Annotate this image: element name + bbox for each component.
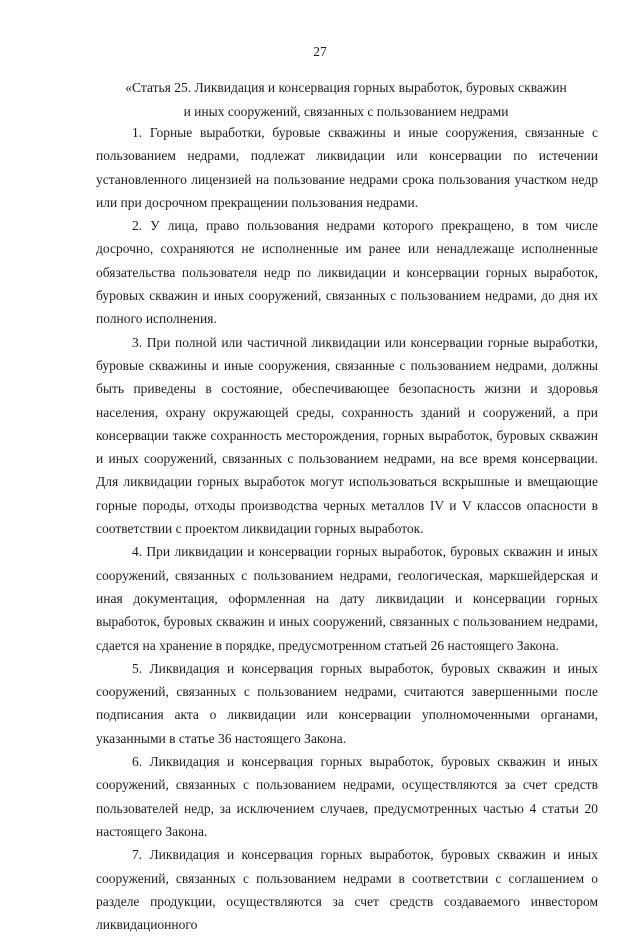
article-body [96, 121, 598, 936]
article-heading [96, 76, 596, 123]
paragraph-3: 3. При полной или частичной ликвидации или консервации горные выработки, буровые скважины и иные сооружения, связанные с пользованием недрами, должны быть приведены в состояние, обеспечивающее безопасность жизни и здоровья населения, охрану окружающей среды, сохранность зданий и сооружений, а при консервации также сохранность месторождения, горных выработок, буровых скважин и иных сооружений, связанных с пользованием недрами, на все время консервации. Для ликвидации горных выработок могут использоваться вскрышные и вмещающие горные породы, отходы производства черных металлов IV и V классов опасности в соответствии с проектом ликвидации горных выработок. [96, 334, 598, 537]
page-number: 27 [313, 44, 327, 59]
article-heading-line-1: «Статья 25. Ликвидация и консервация горных выработок, буровых скважин [125, 80, 567, 95]
paragraph-6: 6. Ликвидация и консервация горных выработок, буровых скважин и иных сооружений, связанных с пользованием недрами, осуществляются за счет средств пользователей недр, за исключением случаев, предусмотренных частью 4 статьи 20 настоящего Закона. [96, 754, 598, 839]
paragraph-2: 2. У лица, право пользования недрами которого прекращено, в том числе досрочно, сохраняются не исполненные им ранее или ненадлежаще исполненные обязательства пользователя недр по ликвидации и консервации горных выработок, буровых скважин и иных сооружений, связанных с пользованием недрами, до дня их полного исполнения. [96, 218, 598, 327]
paragraph-1: 1. Горные выработки, буровые скважины и иные сооружения, связанные с пользованием недрами, подлежат ликвидации или консервации по истечении установленного лицензией на пользование недрами срока пользования участком недр или при досрочном прекращении пользования недрами. [96, 125, 598, 210]
article-heading-line-2: и иных сооружений, связанных с пользованием недрами [183, 103, 509, 119]
paragraph-5: 5. Ликвидация и консервация горных выработок, буровых скважин и иных сооружений, связанных с пользованием недрами, считаются завершенными после подписания акта о ликвидации или консервации уполномоченными органами, указанными в статье 36 настоящего Закона. [96, 660, 598, 746]
paragraph-4: 4. При ликвидации и консервации горных выработок, буровых скважин и иных сооружений, связанных с пользованием недрами, геологическая, маркшейдерская и иная документация, оформленная на дату ликвидации и консервации горных выработок, буровых скважин и иных сооружений, связанных с пользованием недрами, сдается на хранение в порядке, предусмотренном статьей 26 настоящего Закона. [96, 544, 598, 653]
paragraph-7: 7. Ликвидация и консервация горных выработок, буровых скважин и иных сооружений, связанных с пользованием недрами в соответствии с соглашением о разделе продукции, осуществляются за счет средств создаваемого инвестором ликвидационного [96, 847, 598, 933]
